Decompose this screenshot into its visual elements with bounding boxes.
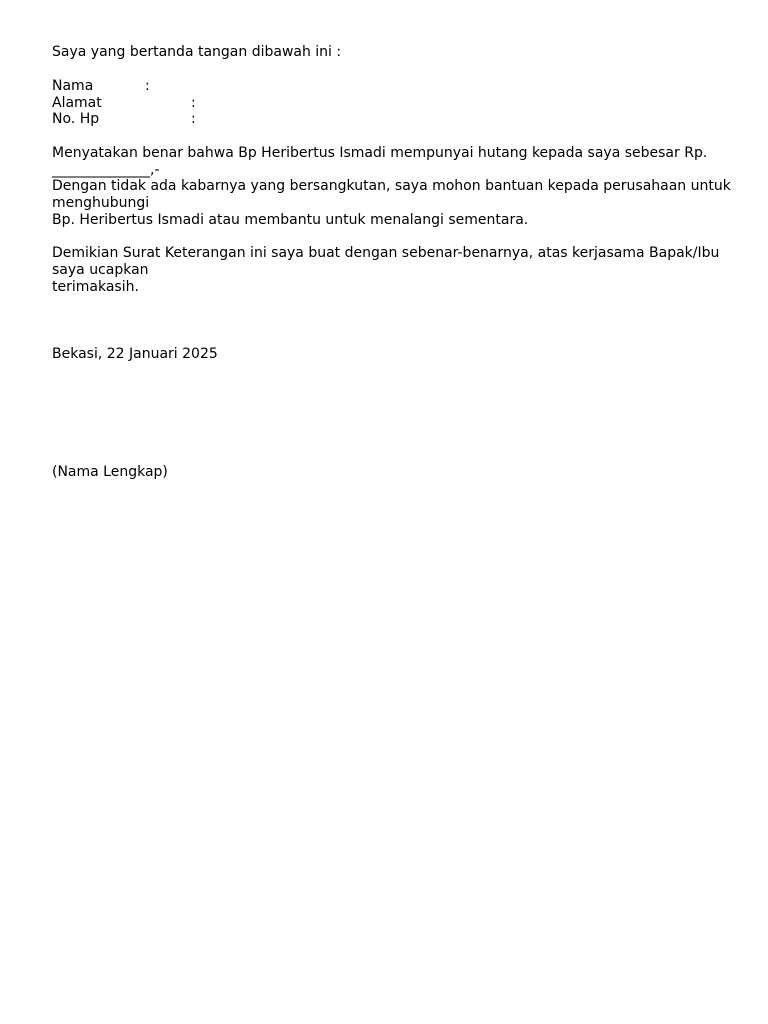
closing-line-3: terimakasih. [52,279,139,295]
field-label-nama: Nama [52,78,94,94]
closing-line-2: saya ucapkan [52,262,149,278]
closing-line-1: Demikian Surat Keterangan ini saya buat dengan sebenar-benarnya, atas kerjasama Bapak/Ibu [52,245,720,261]
field-separator-nama: : [145,78,150,94]
opening-line: Saya yang bertanda tangan dibawah ini : [52,44,342,60]
place-date: Bekasi, 22 Januari 2025 [52,346,218,362]
request-line-3: Bp. Heribertus Ismadi atau membantu untuk menalangi sementara. [52,212,529,228]
field-separator-no-hp: : [191,111,196,127]
field-separator-alamat: : [191,95,196,111]
field-label-alamat: Alamat [52,95,102,111]
request-line-1: Dengan tidak ada kabarnya yang bersangkutan, saya mohon bantuan kepada perusahaan untuk [52,178,731,194]
amount-blank: ______________,- [52,162,160,178]
signature-name: (Nama Lengkap) [52,464,168,480]
field-label-no-hp: No. Hp [52,111,100,127]
request-line-2: menghubungi [52,195,150,211]
statement-line: Menyatakan benar bahwa Bp Heribertus Ismadi mempunyai hutang kepada saya sebesar Rp. [52,145,708,161]
